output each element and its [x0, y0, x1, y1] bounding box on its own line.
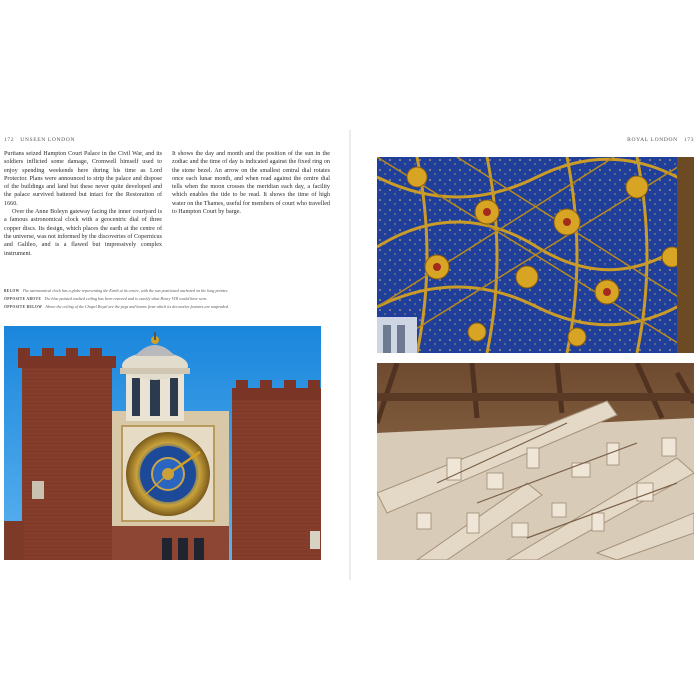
text-column-2 — [172, 150, 330, 216]
paragraph: Over the Anne Boleyn gateway facing the inner courtyard is a famous astronomical clock with a geocentric dial of three copper discs. Its design, which places the earth at the centre of the universe, was not informed by the discoveries of Copernicus and Galileo, and is a flawed but impressively complex instrument. — [4, 209, 162, 257]
paragraph: It shows the day and month and the position of the sun in the zodiac and the time of day is indicated against the fixed ring on the stone bezel. An arrow on the smallest central dial rotates once each lunar month, and when read against the centre dial tells when the moon crosses the meridian each day, a facility which enables the tide to be read. It shows the time of high water on the Thames, useful for members of court who travelled to Hampton Court by barge. — [172, 151, 330, 216]
captions — [4, 287, 334, 312]
text-column-1 — [4, 150, 162, 258]
roof-timbers-photo — [377, 363, 694, 560]
left-page — [0, 0, 348, 700]
chapel-ceiling-photo — [377, 157, 694, 353]
caption-opposite-above: OPPOSITE ABOVE The blue painted vaulted ceiling has been restored and is exactly what Henry VIII would have seen. — [4, 296, 208, 302]
right-page-number: 173 — [683, 137, 694, 143]
left-page-number: 172 — [4, 137, 15, 143]
right-running-head-title: ROYAL LONDON — [627, 137, 678, 143]
right-running-head — [627, 137, 694, 143]
paragraph: Puritans seized Hampton Court Palace in the Civil War, and its soldiers inflicted some damage, Cromwell himself used to enjoy spending weekends here during his time as Lord Protector. Plans were announced to strip the palace and dispose of the buildings and land but these never quite developed and the palace survived battered but intact for the Restoration of 1660. — [4, 151, 162, 207]
left-running-head-title: UNSEEN LONDON — [20, 137, 76, 143]
caption-opposite-below: OPPOSITE BELOW Above the ceiling of the Chapel Royal are the pegs and beams from which its decorative features are suspended. — [4, 304, 229, 310]
left-running-head — [4, 137, 75, 143]
gutter — [349, 130, 351, 580]
clock-gateway-photo — [4, 326, 321, 560]
caption-below: BELOW The astronomical clock has a globe representing the Earth at its centre, with the sun positioned anchored on the long pointer. — [4, 288, 228, 293]
